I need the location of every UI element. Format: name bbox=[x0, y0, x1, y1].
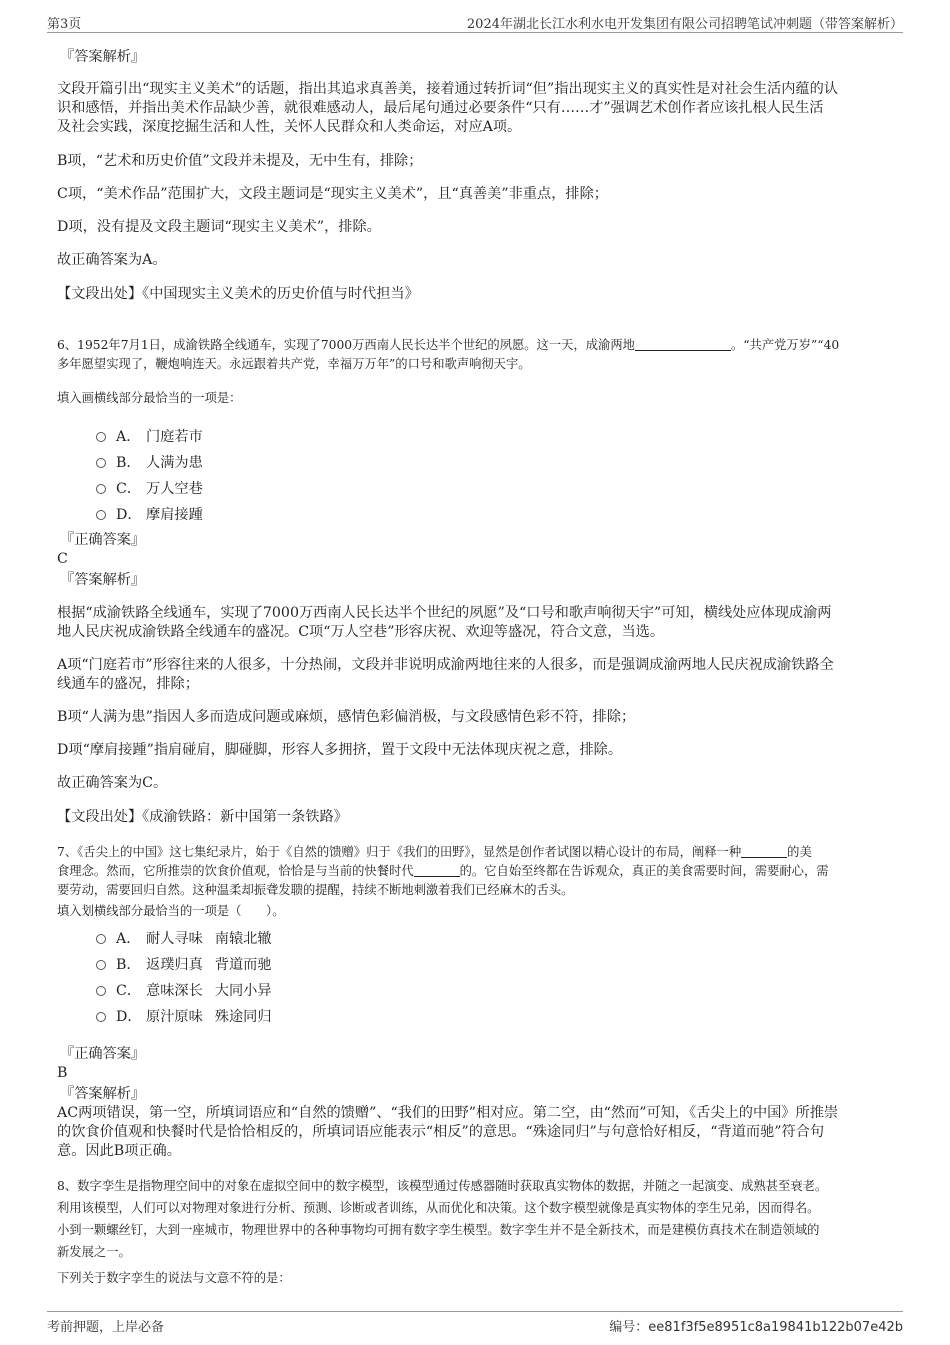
radio-icon[interactable] bbox=[96, 458, 106, 468]
q5-analysis-line: 及社会实践，深度挖掘生活和人性，关怀人民群众和人类命运，对应A项。 bbox=[57, 119, 522, 135]
q5-c-note: C项，“美术作品”范围扩大，文段主题词是“现实主义美术”，且“真善美”非重点，排除； bbox=[57, 186, 608, 202]
q6-analysis: 根据“成渝铁路全线通车，实现了7000万西南人民长达半个世纪的夙愿”及“口号和歌声响彻天宇”可知，横线处应体现成渝两 地人民庆祝成渝铁路全线通车的盛况。C项“万人空巷”形容庆祝、欢迎等盛况，符合文意，当选。 bbox=[57, 605, 832, 640]
q6-option-b[interactable]: B． 人满为患 bbox=[96, 452, 203, 474]
radio-icon[interactable] bbox=[96, 934, 106, 944]
q6-d-note: D项“摩肩接踵”指肩碰肩，脚碰脚，形容人多拥挤，置于文段中无法体现庆祝之意，排除。 bbox=[57, 742, 623, 758]
q6-answer-label: 『正确答案』 bbox=[60, 532, 146, 548]
radio-icon[interactable] bbox=[96, 1012, 106, 1022]
q6-answer: C bbox=[57, 551, 68, 567]
q6-stem-line1: 6、1952年7月1日，成渝铁路全线通车，实现了7000万西南人民长达半个世纪的夙愿。这一天，成渝两地 。“共产党万岁”“40 bbox=[57, 338, 840, 352]
radio-icon[interactable] bbox=[96, 986, 106, 996]
q5-conclusion: 故正确答案为A。 bbox=[57, 252, 167, 268]
q6-conclusion: 故正确答案为C。 bbox=[57, 775, 168, 791]
q7-answer-label: 『正确答案』 bbox=[60, 1046, 146, 1062]
q7-analysis: AC两项错误，第一空，所填词语应和“自然的馈赠”、“我们的田野”相对应。第二空，由“然而”可知，《舌尖上的中国》所推崇 的饮食价值观和快餐时代是恰恰相反的，所填词语应能表示“相反”的意思。“殊途同归”与句意恰好相反，“背道而驰”符合句 意。因此B项正确。 bbox=[57, 1105, 839, 1159]
q6-stem-line2: 多年愿望实现了，鞭炮响连天。永远跟着共产党，幸福万万年”的口号和歌声响彻天宇。 bbox=[57, 357, 531, 371]
page-number: 第3页 bbox=[47, 17, 82, 32]
answer-blank bbox=[741, 843, 787, 858]
q8-prompt: 下列关于数字孪生的说法与文意不符的是： bbox=[57, 1271, 291, 1285]
q7-option-c[interactable]: C． 意味深长 大同小异 bbox=[96, 980, 272, 1002]
q6-a-note: A项“门庭若市”形容往来的人很多，十分热闹，文段并非说明成渝两地往来的人很多，而是强调成渝两地人民庆祝成渝铁路全 线通车的盛况，排除； bbox=[57, 657, 834, 692]
q6-option-d[interactable]: D． 摩肩接踵 bbox=[96, 504, 203, 526]
q6-prompt: 填入画横线部分最恰当的一项是： bbox=[57, 391, 242, 405]
q7-stem-line3: 要劳动，需要回归自然。这种温柔却振聋发聩的提醒，持续不断地刺激着我们已经麻木的舌头。 bbox=[57, 883, 574, 897]
document-code: 编号：ee81f3f5e8951c8a19841b122b07e42b bbox=[609, 1320, 903, 1335]
q6-source: 【文段出处】《成渝铁路：新中国第一条铁路》 bbox=[57, 809, 348, 825]
answer-blank bbox=[414, 862, 460, 877]
radio-icon[interactable] bbox=[96, 432, 106, 442]
q7-option-b[interactable]: B． 返璞归真 背道而驰 bbox=[96, 954, 272, 976]
q5-source: 【文段出处】《中国现实主义美术的历史价值与时代担当》 bbox=[57, 286, 419, 302]
q5-analysis-line: 文段开篇引出“现实主义美术”的话题，指出其追求真善美，接着通过转折词“但”指出现实主义的真实性是对社会生活内蕴的认 bbox=[57, 81, 838, 97]
q7-analysis-label: 『答案解析』 bbox=[60, 1086, 146, 1102]
q7-stem-line1: 7、《舌尖上的中国》这七集纪录片，始于《自然的馈赠》归于《我们的田野》，显然是创作者试图以精心设计的布局，阐释一种 的美 bbox=[57, 845, 812, 859]
footer-slogan: 考前押题，上岸必备 bbox=[47, 1320, 165, 1335]
q7-answer: B bbox=[57, 1065, 68, 1081]
q7-stem-line2: 食理念。然而，它所推崇的饮食价值观，恰恰是与当前的快餐时代 的。它自始至终都在告诉观众，真正的美食需要时间，需要耐心，需 bbox=[57, 864, 829, 878]
answer-blank bbox=[635, 336, 731, 351]
page-header bbox=[47, 10, 903, 33]
q6-option-a[interactable]: A． 门庭若市 bbox=[96, 426, 203, 448]
q5-analysis bbox=[57, 80, 897, 137]
q6-analysis-label: 『答案解析』 bbox=[60, 572, 146, 588]
page-footer bbox=[47, 1311, 903, 1338]
document-title: 2024年湖北长江水利水电开发集团有限公司招聘笔试冲刺题（带答案解析） bbox=[466, 17, 903, 32]
q5-analysis-line: 识和感悟，并指出美术作品缺少善，就很难感动人，最后尾句通过必要条件“只有……才”强调艺术创作者应该扎根人民生活 bbox=[57, 100, 824, 116]
q7-option-a[interactable]: A． 耐人寻味 南辕北辙 bbox=[96, 928, 272, 950]
q6-option-c[interactable]: C． 万人空巷 bbox=[96, 478, 203, 500]
q7-prompt: 填入划横线部分最恰当的一项是（ ）。 bbox=[57, 904, 285, 918]
radio-icon[interactable] bbox=[96, 484, 106, 494]
q8-stem: 8、数字孪生是指物理空间中的对象在虚拟空间中的数字模型，该模型通过传感器随时获取真实物体的数据，并随之一起演变、成熟甚至衰老。 利用该模型，人们可以对物理对象进行分析、预测、诊断或者训练，从而优化和决策。这个数字模型就像是真实物体的孪生兄弟，因而得名。 小到一颗螺丝钉，大到一座城市，物理世界中的各种事物均可拥有数字孪生模型。数字孪生并不是全新技术，而是建模仿真技术在制造领域的 新发展之一。 bbox=[57, 1179, 828, 1259]
q5-b-note: B项，“艺术和历史价值”文段并未提及，无中生有，排除； bbox=[57, 153, 423, 169]
radio-icon[interactable] bbox=[96, 510, 106, 520]
q5-d-note: D项，没有提及文段主题词“现实主义美术”，排除。 bbox=[57, 219, 381, 235]
q6-b-note: B项“人满为患”指因人多而造成问题或麻烦，感情色彩偏消极，与文段感情色彩不符，排除； bbox=[57, 709, 636, 725]
radio-icon[interactable] bbox=[96, 960, 106, 970]
q7-option-d[interactable]: D． 原汁原味 殊途同归 bbox=[96, 1006, 272, 1028]
q5-analysis-label: 『答案解析』 bbox=[60, 49, 146, 65]
